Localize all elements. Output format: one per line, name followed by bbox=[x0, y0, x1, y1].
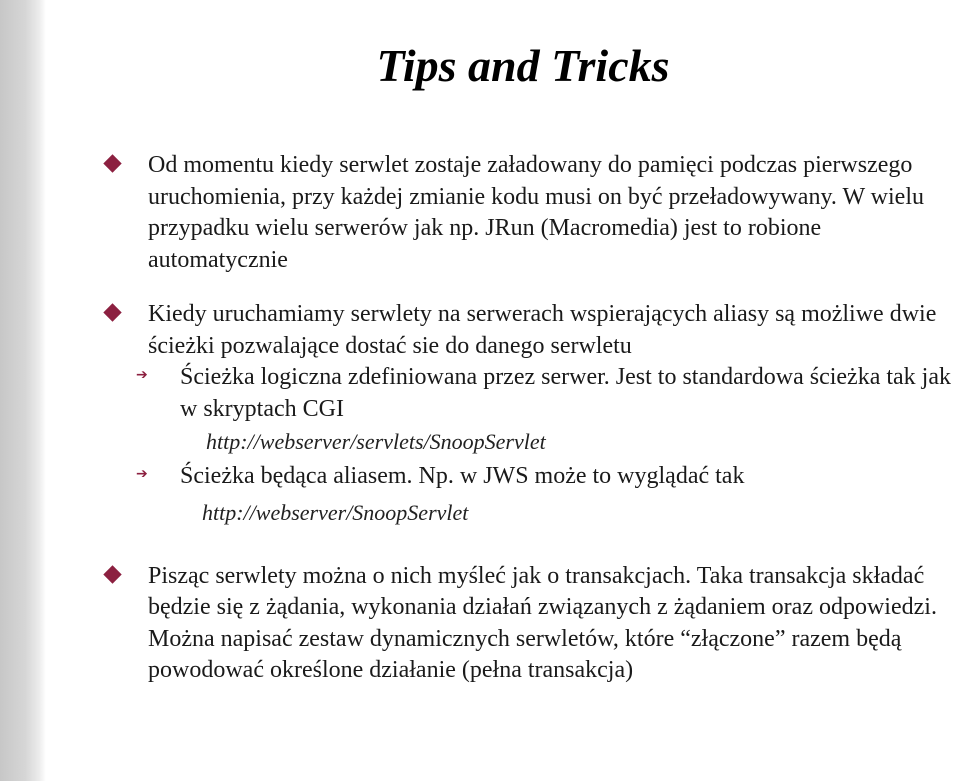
slide-sidebar-gradient bbox=[0, 0, 46, 781]
arrow-bullet-icon: ➔ bbox=[136, 466, 148, 482]
arrow-bullet-icon: ➔ bbox=[136, 367, 148, 383]
paragraph-text: Kiedy uruchamiamy serwlety na serwerach wspierających aliasy są możliwe dwie ścieżki pozwalające dostać sie do danego serwletu bbox=[148, 301, 937, 359]
subitem-alias-path bbox=[136, 461, 960, 493]
subitem-text: Ścieżka będąca aliasem. Np. w JWS może to wyglądać tak bbox=[180, 463, 745, 489]
paragraph-transactions bbox=[148, 561, 960, 687]
paragraph-aliases bbox=[148, 299, 960, 362]
diamond-bullet-icon bbox=[103, 303, 121, 321]
slide-title: Tips and Tricks bbox=[376, 40, 670, 91]
paragraph-text: Od momentu kiedy serwlet zostaje załadowany do pamięci podczas pierwszego uruchomienia, przy każdej zmianie kodu musi on być przeładowywany. W wielu przypadku wielu serwerów jak np. JRun (Macromedia) jest to robione automatycznie bbox=[148, 152, 924, 273]
paragraph-text: Pisząc serwlety można o nich myśleć jak o transakcjach. Taka transakcja składać będzie się z żądania, wykonania działań związanych z żądaniem oraz odpowiedzi. Można napisać zestaw dynamicznych serwletów, które “złączone” razem będą powodować określone działanie (pełna transakcja) bbox=[148, 562, 937, 683]
diamond-bullet-icon bbox=[103, 565, 121, 583]
url-example-alias: http://webserver/SnoopServlet bbox=[202, 499, 469, 525]
subitem-text: Ścieżka logiczna zdefiniowana przez serwer. Jest to standardowa ścieżka tak jak w skryptach CGI bbox=[180, 364, 951, 422]
subitem-logical-path bbox=[136, 362, 960, 425]
url-example-servlets: http://webserver/servlets/SnoopServlet bbox=[206, 429, 546, 454]
diamond-bullet-icon bbox=[103, 154, 121, 172]
paragraph-serwlet-reload bbox=[148, 150, 960, 276]
slide-content bbox=[136, 150, 960, 687]
